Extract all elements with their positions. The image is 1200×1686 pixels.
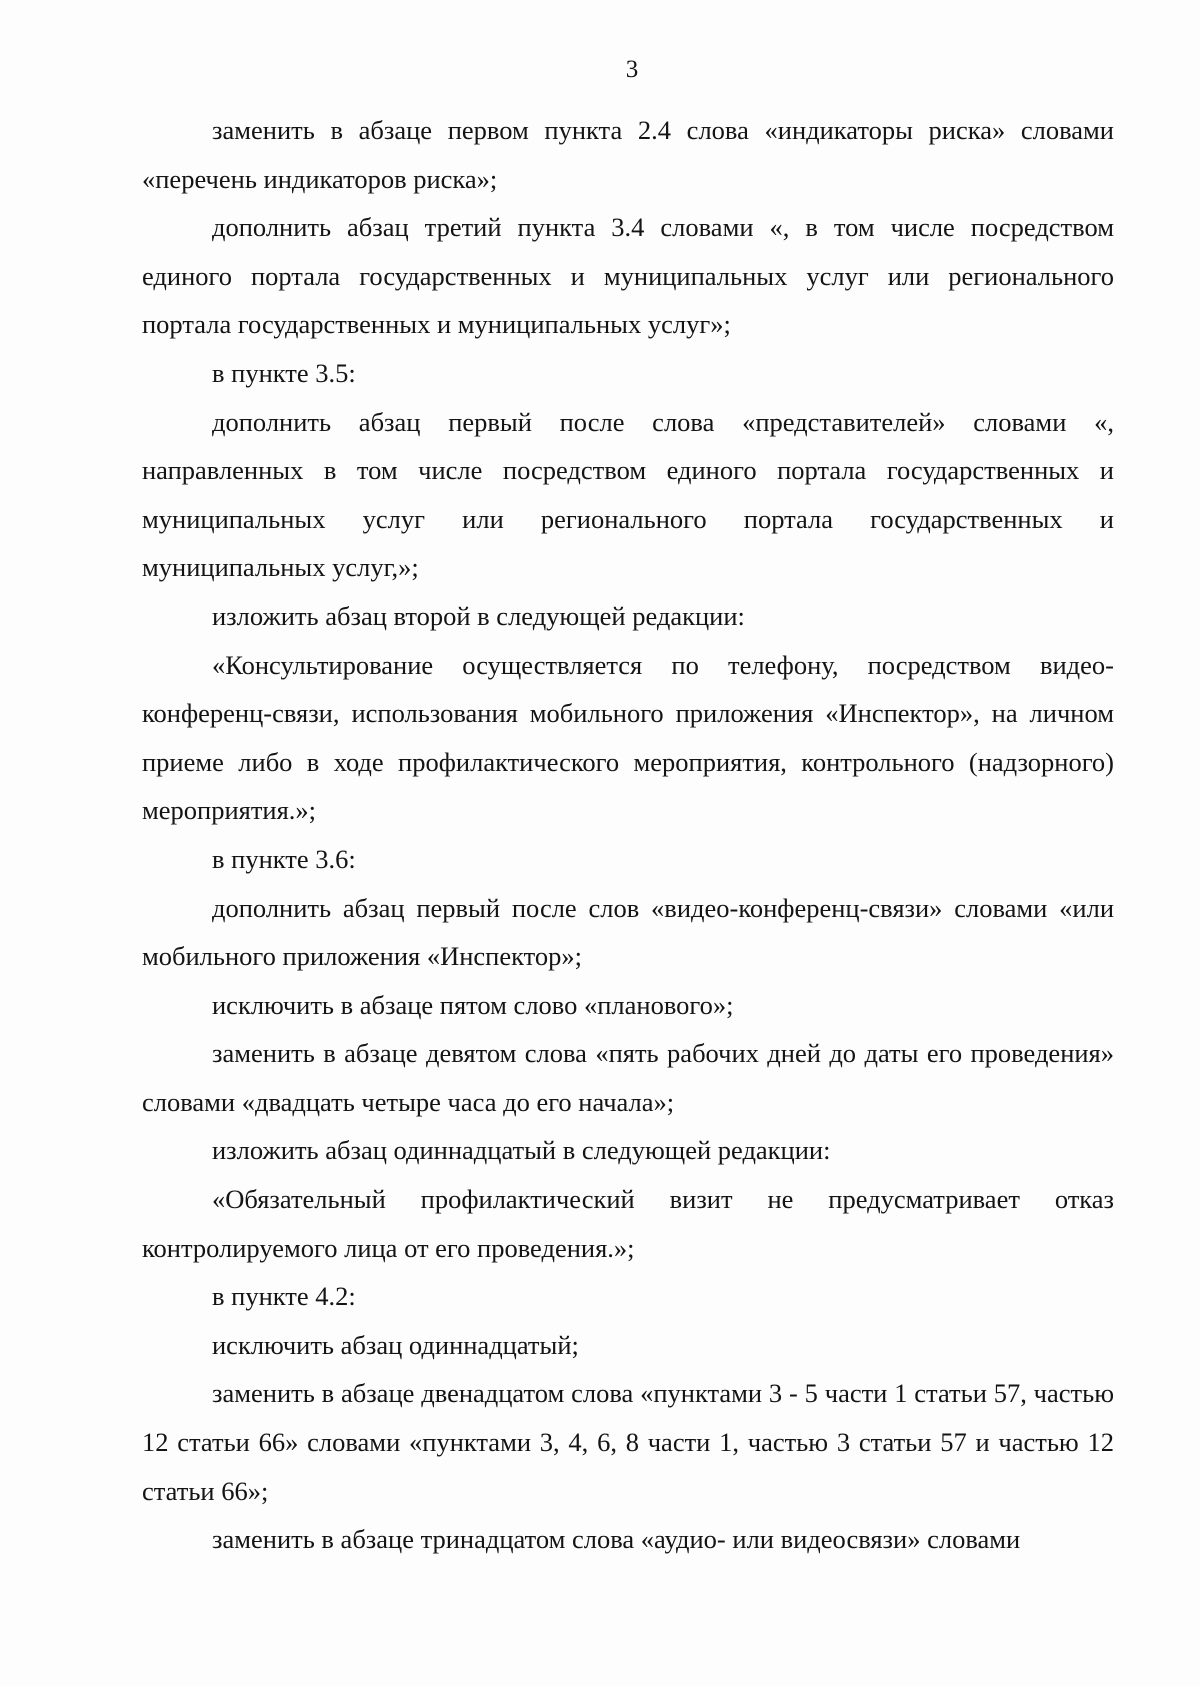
paragraph: в пункте 3.5:	[212, 357, 356, 388]
page-number: 3	[625, 56, 639, 83]
paragraph: дополнить абзац третий пункта 3.4 словами «, в том числе посредством единого портала государственных и муниципальных услуг или регионального портала государственных и муниципальных услуг»;	[142, 212, 1114, 340]
paragraph: заменить в абзаце тринадцатом слова «аудио- или видеосвязи» словами	[212, 1524, 1021, 1555]
paragraph: изложить абзац второй в следующей редакции:	[212, 600, 745, 631]
paragraph: в пункте 4.2:	[212, 1281, 356, 1312]
paragraph: в пункте 3.6:	[212, 843, 356, 874]
paragraph: «Консультирование осуществляется по телефону, посредством видео-конференц-связи, использования мобильного приложения «Инспектор», на личном приеме либо в ходе профилактического мероприятия, контрольного (надзорного) мероприятия.»;	[142, 649, 1114, 826]
paragraph: заменить в абзаце девятом слова «пять рабочих дней до даты его проведения» словами «двадцать четыре часа до его начала»;	[142, 1038, 1114, 1117]
paragraph: исключить в абзаце пятом слово «планового»;	[212, 989, 734, 1020]
paragraph: дополнить абзац первый после слов «видео-конференц-связи» словами «или мобильного приложения «Инспектор»;	[142, 892, 1114, 972]
paragraph: заменить в абзаце первом пункта 2.4 слова «индикаторы риска» словами «перечень индикаторов риска»;	[142, 115, 1114, 194]
paragraph: изложить абзац одиннадцатый в следующей редакции:	[212, 1135, 831, 1166]
paragraph: исключить абзац одиннадцатый;	[212, 1329, 579, 1360]
paragraph: дополнить абзац первый после слова «представителей» словами «, направленных в том числе посредством единого портала государственных и муниципальных услуг или регионального портала государственных и муниципальных услуг,»;	[142, 406, 1114, 583]
document-body	[142, 106, 1114, 1564]
paragraph: заменить в абзаце двенадцатом слова «пунктами 3 - 5 части 1 статьи 57, частью 12 статьи 66» словами «пунктами 3, 4, 6, 8 части 1, частью 3 статьи 57 и частью 12 статьи 66»;	[142, 1378, 1114, 1506]
paragraph: «Обязательный профилактический визит не предусматривает отказ контролируемого лица от его проведения.»;	[142, 1184, 1114, 1263]
